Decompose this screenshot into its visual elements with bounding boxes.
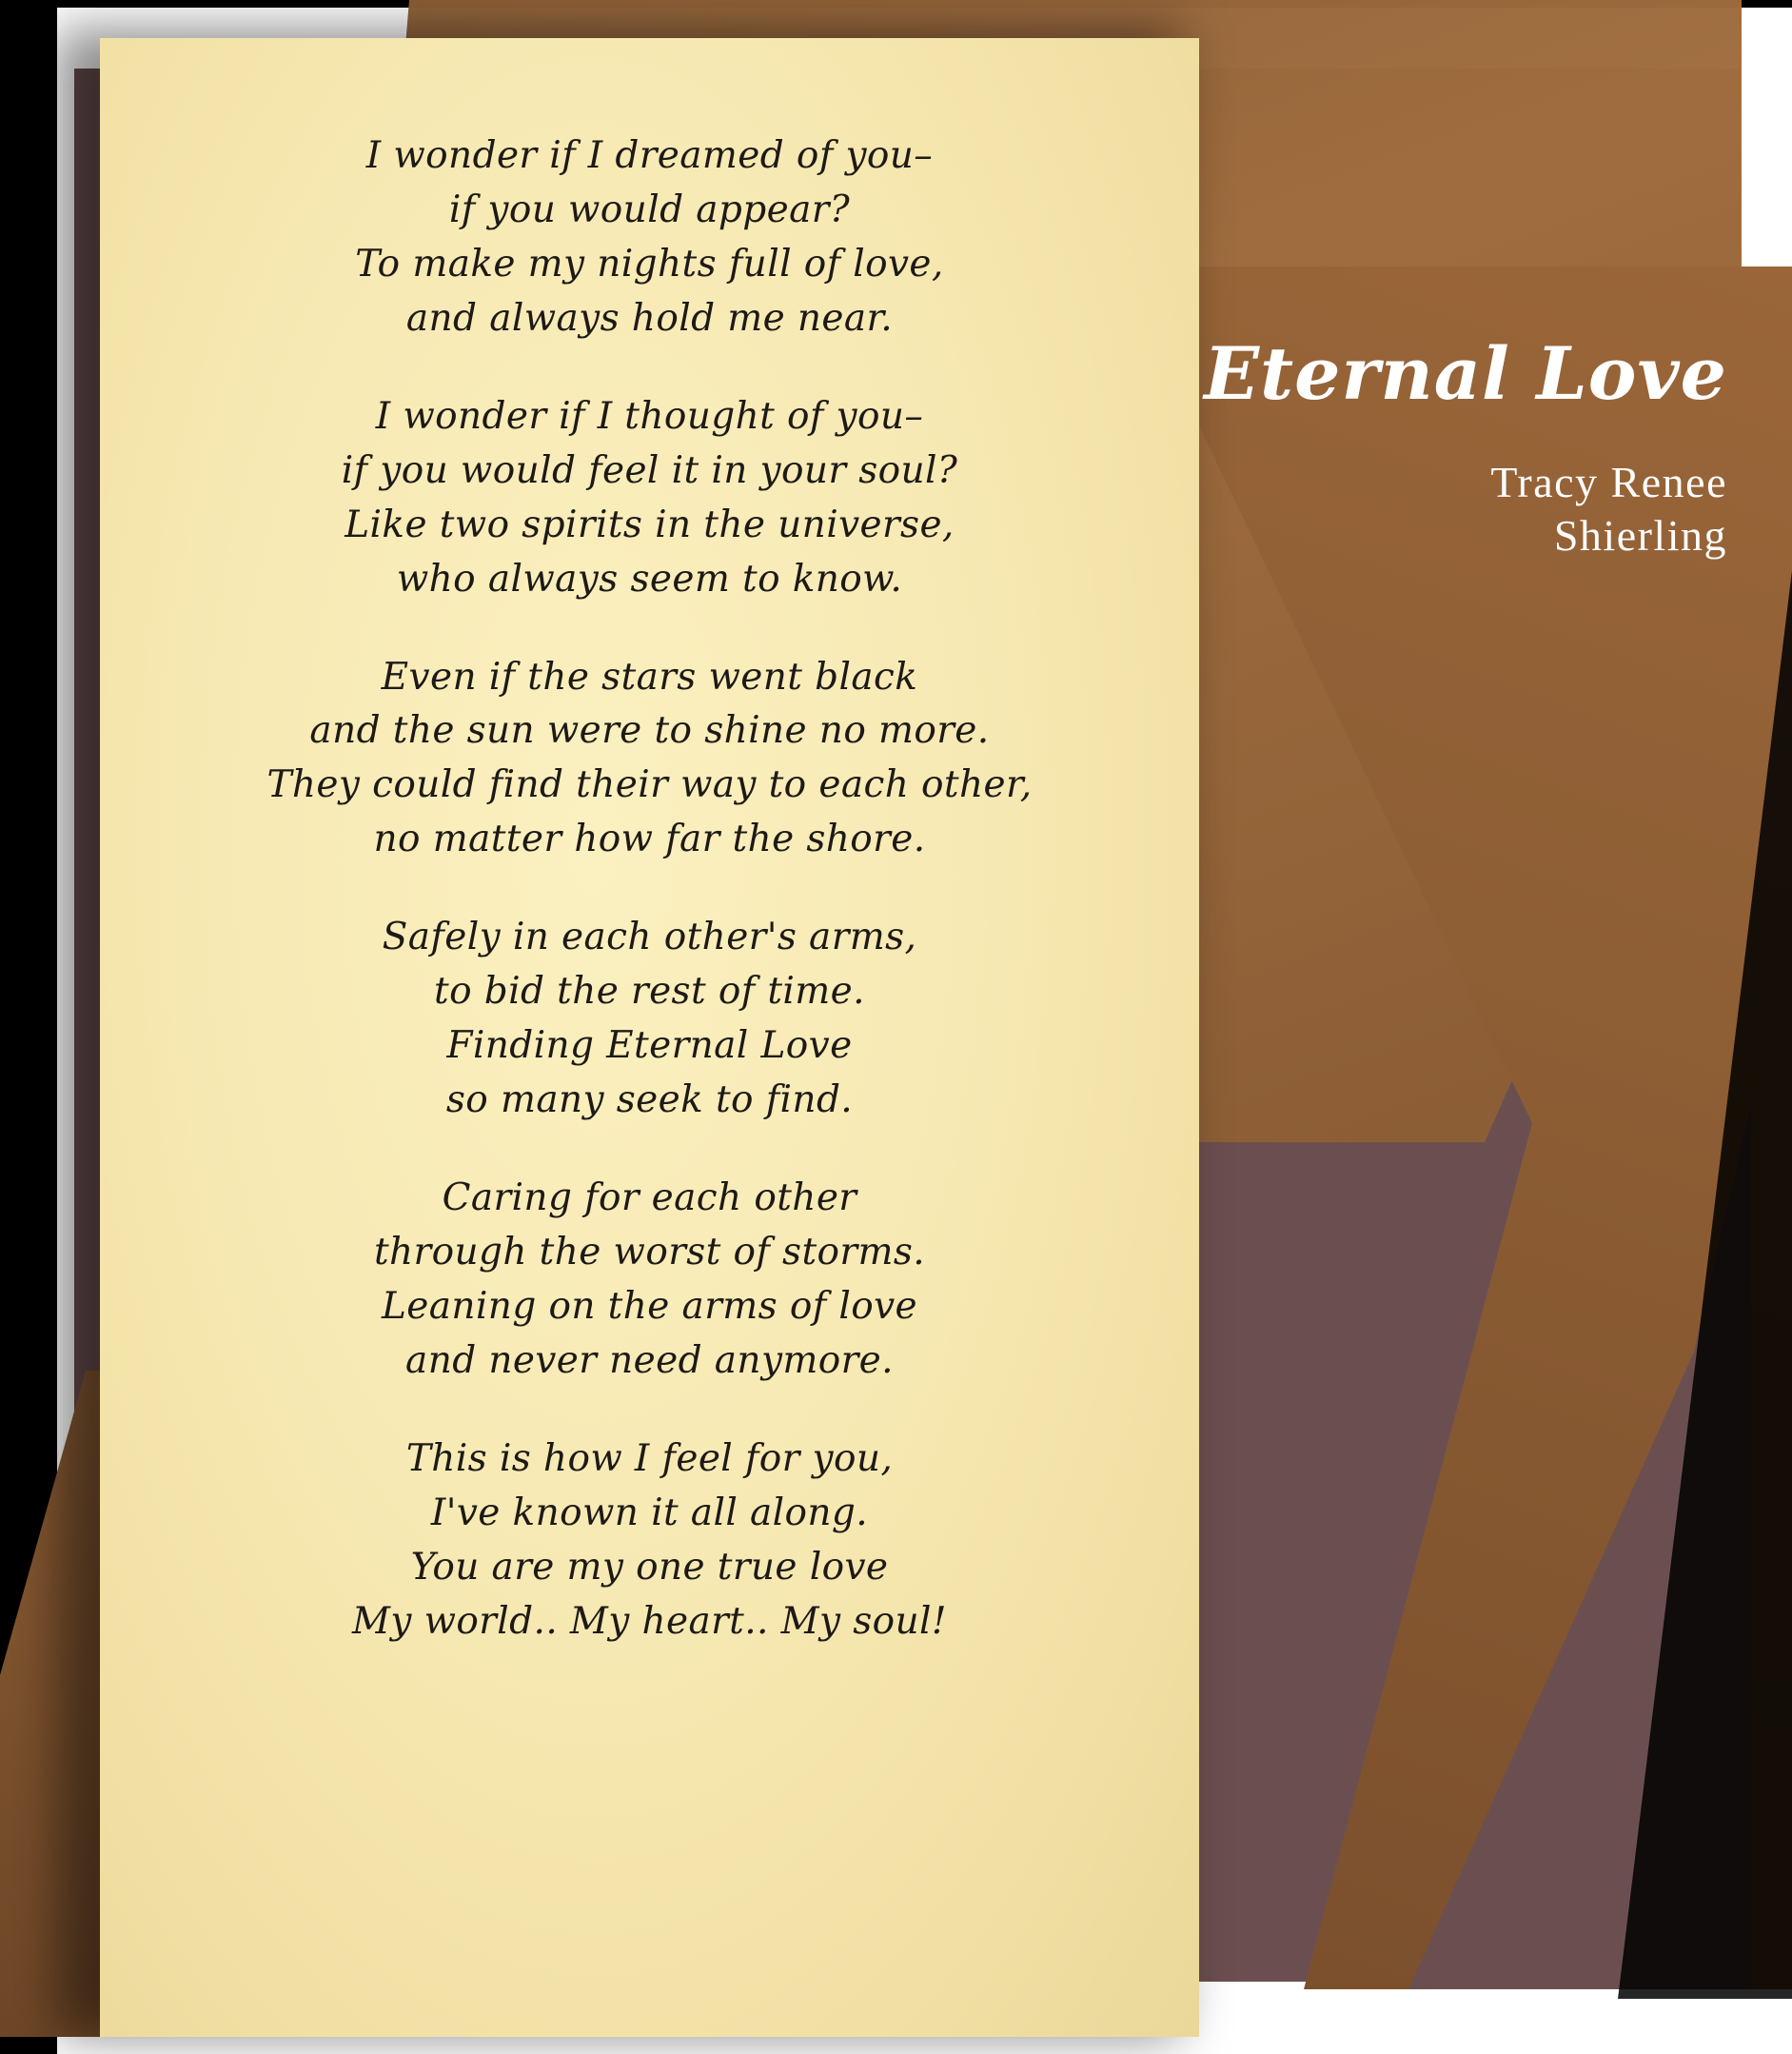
poem-text: [100, 129, 1199, 1649]
poem-stanza: [100, 390, 1199, 607]
poem-line: My world.. My heart.. My soul!: [352, 1599, 947, 1643]
poem-line: Leaning on the arms of love: [381, 1284, 918, 1328]
poem-line: You are my one true love: [410, 1545, 889, 1589]
poem-line: They could find their way to each other,: [266, 763, 1033, 807]
poem-line: This is how I feel for you,: [405, 1436, 894, 1480]
poem-stanza: [100, 129, 1199, 346]
poem-line: through the worst of storms.: [373, 1230, 926, 1274]
poem-line: so many seek to find.: [445, 1078, 854, 1122]
poem-line: Even if the stars went black: [381, 655, 918, 699]
poem-line: I wonder if I thought of you–: [375, 394, 924, 438]
author-name-line-2: Shierling: [1553, 511, 1727, 561]
poem-line: and never need anymore.: [405, 1338, 894, 1382]
poem-line: To make my nights full of love,: [355, 242, 944, 286]
poem-line: if you would appear?: [448, 188, 851, 231]
page-title: Eternal Love: [1204, 331, 1727, 416]
poem-stanza: [100, 1172, 1199, 1389]
poem-stanza: [100, 1432, 1199, 1649]
poem-line: Caring for each other: [442, 1176, 857, 1219]
poem-stanza: [100, 911, 1199, 1128]
poem-line: and always hold me near.: [405, 296, 894, 340]
poem-line: who always seem to know.: [396, 557, 903, 601]
poem-line: to bid the rest of time.: [434, 970, 865, 1014]
poem-card: [100, 38, 1199, 2037]
title-block: [1194, 331, 1765, 563]
poem-line: if you would feel it in your soul?: [341, 448, 958, 492]
poem-line: Like two spirits in the universe,: [345, 503, 955, 546]
author-name: [1194, 456, 1727, 563]
poem-line: Finding Eternal Love: [446, 1024, 853, 1068]
poem-line: Safely in each other's arms,: [382, 916, 917, 959]
poem-line: and the sun were to shine no more.: [309, 709, 990, 753]
poem-line: I've known it all along.: [430, 1491, 869, 1534]
poem-line: I wonder if I dreamed of you–: [365, 134, 934, 177]
poem-stanza: [100, 651, 1199, 868]
author-name-line-1: Tracy Renee: [1490, 458, 1727, 506]
poem-line: no matter how far the shore.: [373, 818, 926, 861]
